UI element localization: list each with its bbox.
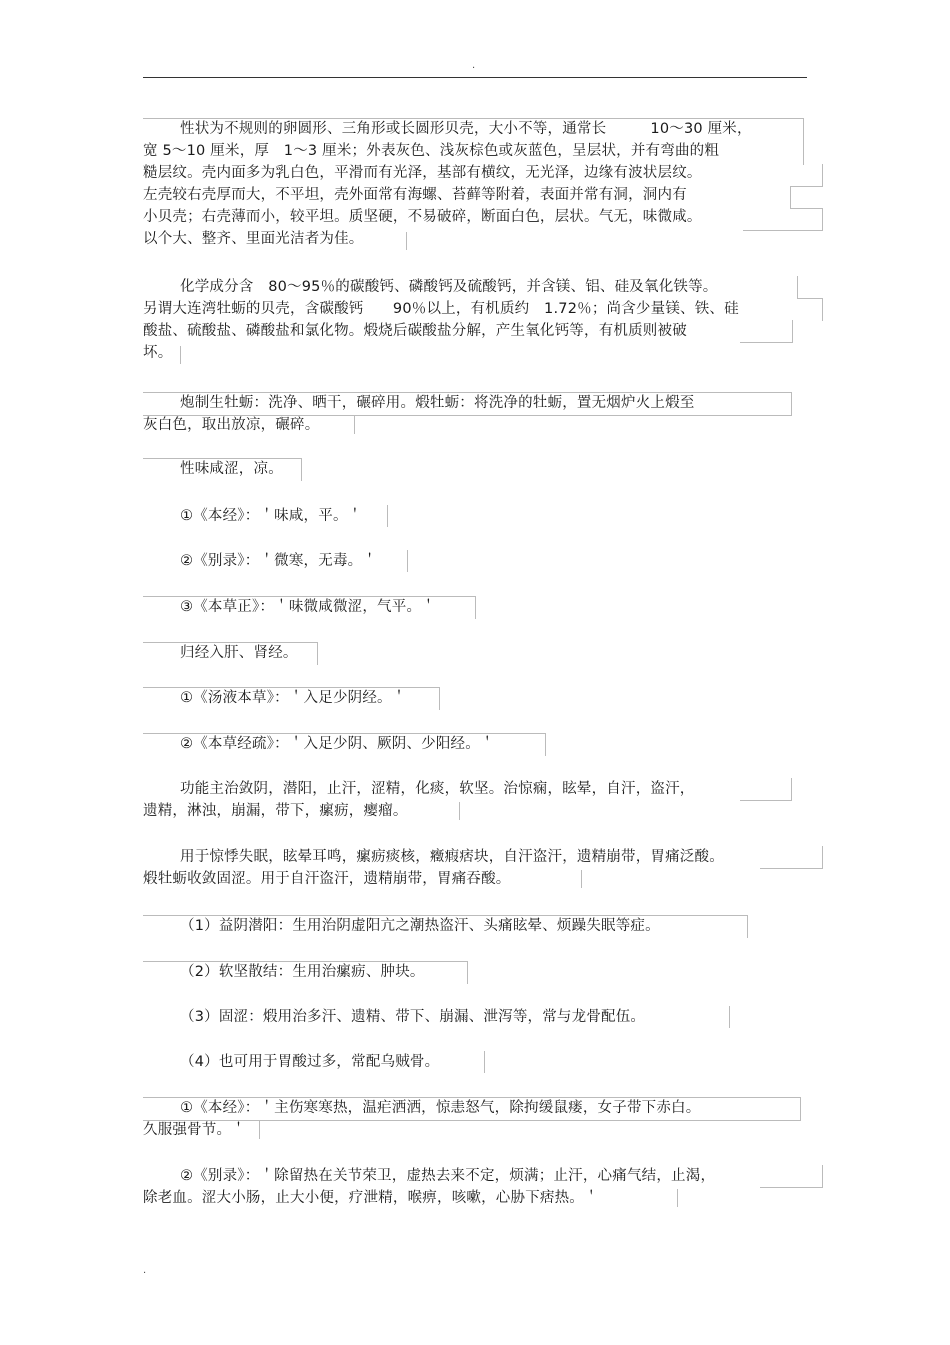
text-line: ②《别录》：＇微寒，无毒。＇ [180, 553, 378, 569]
text-line: 化学成分含 80～95％的碳酸钙、磷酸钙及硫酸钙，并含镁、铝、硅及氧化铁等。 [180, 279, 718, 295]
paragraph-chemistry [143, 276, 823, 364]
text-line: 灰白色，取出放凉，碾碎。 [143, 417, 320, 433]
frame-line [354, 416, 365, 434]
text-line: 久服强骨节。＇ [143, 1122, 246, 1138]
text-line: ②《别录》：＇除留热在关节荣卫，虚热去来不定，烦满；止汗，心痛气结，止渴， [180, 1168, 716, 1184]
frame-line [797, 298, 823, 321]
frame-line [143, 550, 408, 572]
frame-line [790, 186, 823, 209]
text-line: 归经入肝、肾经。 [180, 645, 298, 661]
frame-line [780, 276, 798, 298]
header-dot: . [472, 60, 476, 71]
frame-line [143, 687, 440, 710]
text-line: （2）软坚散结：生用治瘰疬、肿块。 [180, 964, 425, 980]
frame-line [143, 1051, 485, 1073]
text-line: 性状为不规则的卵圆形、三角形或长圆形贝壳，大小不等，通常长 10～30 厘米， [180, 121, 752, 137]
frame-line [760, 1165, 823, 1188]
frame-line [790, 164, 823, 187]
text-line: 宽 5～10 厘米，厚 1～3 厘米；外表灰色、浅灰棕色或灰蓝色，呈层状，并有弯曲的粗 [143, 143, 720, 159]
text-line: 遗精，淋浊，崩漏，带下，瘰疬，瘿瘤。 [143, 803, 408, 819]
frame-line [143, 596, 476, 619]
paragraph-functions [143, 778, 823, 822]
text-line: ①《本经》：＇味咸，平。＇ [180, 508, 363, 524]
text-line: 用于惊悸失眠，眩晕耳鸣，瘰疬痰核，癥瘕痞块，自汗盗汗，遗精崩带，胃痛泛酸。 [180, 849, 724, 865]
frame-line [143, 1097, 801, 1121]
frame-line [143, 642, 318, 665]
text-line: ③《本草正》：＇味微咸微涩，气平。＇ [180, 599, 436, 615]
frame-line [740, 320, 793, 343]
text-line: 左壳较右壳厚而大，不平坦，壳外面常有海螺、苔藓等附着，表面并常有洞，洞内有 [143, 187, 687, 203]
frame-line [143, 915, 748, 938]
frame-line [143, 392, 792, 416]
frame-line [677, 1189, 688, 1207]
frame-line [740, 778, 792, 801]
text-line: ②《本草经疏》：＇入足少阴、厥阴、少阳经。＇ [180, 736, 495, 752]
text-line: 糙层纹。壳内面多为乳白色，平滑而有光泽，基部有横纹，无光泽，边缘有波状层纹。 [143, 165, 702, 181]
text-line: 煅牡蛎收敛固涩。用于自汗盗汗，遗精崩带，胃痛吞酸。 [143, 871, 511, 887]
text-line: （3）固涩：煅用治多汗、遗精、带下、崩漏、泄泻等，常与龙骨配伍。 [180, 1009, 646, 1025]
paragraph-usage [143, 846, 823, 890]
frame-line [760, 846, 823, 869]
frame-line [259, 1121, 270, 1139]
text-line: （1）益阴潜阳：生用治阴虚阳亢之潮热盗汗、头痛眩晕、烦躁失眠等症。 [180, 918, 660, 934]
frame-line [143, 1006, 730, 1028]
footer-dot: . [143, 1265, 147, 1276]
text-line: 另谓大连湾牡蛎的贝壳，含碳酸钙 90％以上，有机质约 1.72％；尚含少量镁、铁、硅 [143, 301, 739, 317]
frame-line [143, 458, 302, 481]
text-line: 以个大、整齐、里面光洁者为佳。 [143, 231, 364, 247]
text-line: 坏。 [143, 345, 173, 361]
text-line: （4）也可用于胃酸过多，常配乌贼骨。 [180, 1054, 440, 1070]
frame-line [143, 961, 468, 984]
frame-line [406, 232, 417, 250]
frame-line [180, 346, 191, 364]
frame-line [581, 870, 592, 888]
quote-bielu-function [143, 1165, 823, 1209]
frame-line [459, 802, 470, 820]
text-line: 炮制生牡蛎：洗净、晒干，碾碎用。煅牡蛎：将洗净的牡蛎，置无烟炉火上煅至 [180, 395, 695, 411]
frame-line [143, 733, 546, 756]
text-line: ①《汤液本草》：＇入足少阴经。＇ [180, 690, 407, 706]
frame-line [743, 208, 823, 231]
header-rule [143, 77, 807, 78]
frame-line [143, 505, 388, 527]
text-line: 小贝壳；右壳薄而小，较平坦。质坚硬，不易破碎，断面白色，层状。气无，味微咸。 [143, 209, 702, 225]
text-line: 功能主治敛阴，潜阳，止汗，涩精，化痰，软坚。治惊痫，眩晕，自汗，盗汗， [180, 781, 695, 797]
frame-line [143, 118, 804, 165]
text-line: 性味咸涩，凉。 [180, 461, 283, 477]
text-line: ①《本经》：＇主伤寒寒热，温疟洒洒，惊恚怒气，除拘缓鼠瘘，女子带下赤白。 [180, 1100, 701, 1116]
text-line: 除老血。涩大小肠，止大小便，疗泄精，喉痹，咳嗽，心胁下痞热。＇ [143, 1190, 599, 1206]
text-line: 酸盐、硫酸盐、磷酸盐和氯化物。煅烧后碳酸盐分解，产生氧化钙等，有机质则被破 [143, 323, 687, 339]
